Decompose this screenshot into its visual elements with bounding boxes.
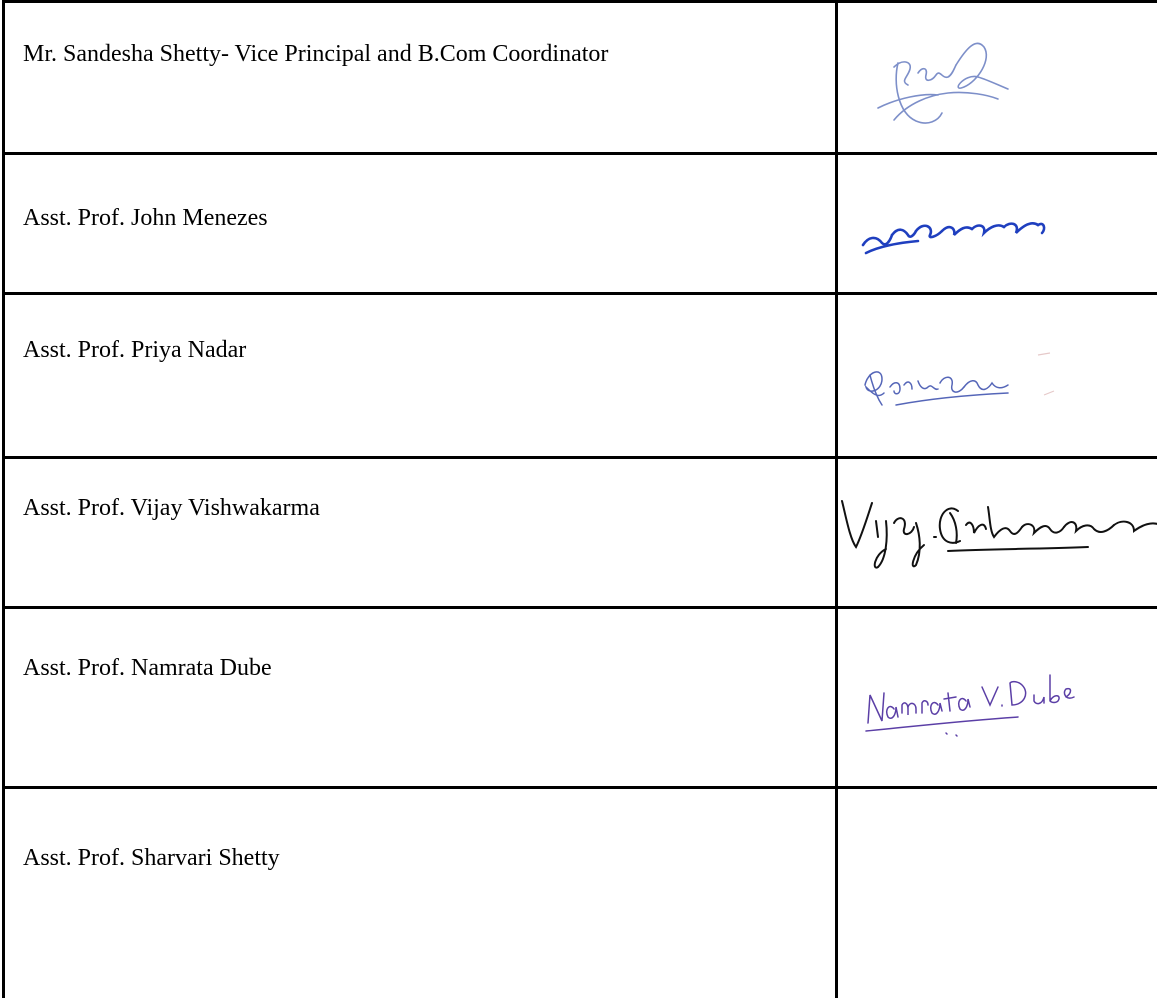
signature-cell [837, 788, 1157, 998]
signature-image [838, 459, 1157, 608]
name-cell [4, 608, 837, 788]
signature-image [838, 155, 1157, 294]
table-row [4, 608, 1157, 788]
table-row [4, 294, 1157, 458]
name-cell [4, 294, 837, 458]
signature-cell [837, 294, 1157, 458]
name-cell [4, 458, 837, 608]
signature-cell [837, 458, 1157, 608]
signatory-name: Asst. Prof. Priya Nadar [5, 295, 835, 365]
signatory-name: Asst. Prof. Sharvari Shetty [5, 789, 835, 873]
signature-cell [837, 608, 1157, 788]
signatory-name: Asst. Prof. John Menezes [5, 155, 835, 233]
table-row [4, 788, 1157, 998]
signatory-table [2, 0, 1157, 998]
signature-image [838, 609, 1157, 788]
table-row [4, 2, 1157, 154]
signature-cell [837, 154, 1157, 294]
table-row [4, 154, 1157, 294]
signatory-name: Asst. Prof. Vijay Vishwakarma [5, 459, 835, 523]
signature-image [838, 295, 1157, 458]
signatory-name: Asst. Prof. Namrata Dube [5, 609, 835, 683]
signature-cell [837, 2, 1157, 154]
name-cell [4, 788, 837, 998]
table-row [4, 458, 1157, 608]
name-cell [4, 2, 837, 154]
signatory-name: Mr. Sandesha Shetty- Vice Principal and B.Com Coordinator [5, 3, 835, 69]
signature-image [838, 3, 1157, 154]
name-cell [4, 154, 837, 294]
